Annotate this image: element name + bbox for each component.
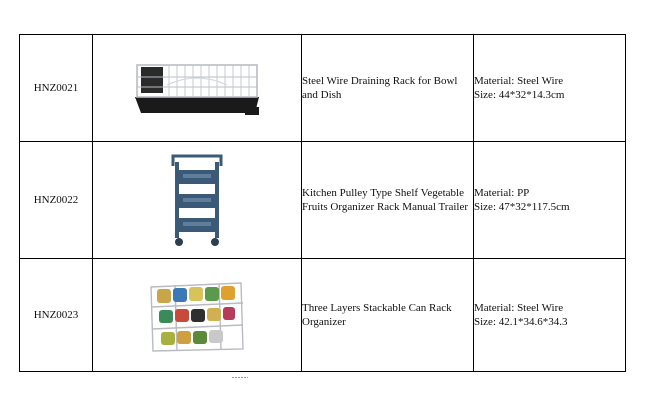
scan-artifact-mark (232, 376, 248, 379)
product-code-cell: HNZ0023 (20, 259, 93, 372)
product-image-cell (93, 142, 302, 259)
can-rack-image (145, 275, 249, 355)
material-text: Material: Steel Wire (474, 75, 564, 87)
size-text: Size: 47*32*117.5cm (474, 201, 570, 213)
size-text: Size: 42.1*34.6*34.3 (474, 316, 568, 328)
product-name-line: Organizer (302, 316, 346, 328)
product-name-line: Fruits Organizer Rack Manual Trailer (302, 201, 468, 213)
rolling-cart-rack-image (167, 152, 227, 248)
product-code-cell: HNZ0021 (20, 35, 93, 142)
product-image-cell (93, 259, 302, 372)
product-image-cell (93, 35, 302, 142)
table-row (20, 35, 626, 142)
product-spec-cell (474, 35, 626, 142)
product-table (19, 34, 626, 372)
product-name-line: Three Layers Stackable Can Rack (302, 302, 452, 314)
table-row (20, 259, 626, 372)
product-name-line: Kitchen Pulley Type Shelf Vegetable (302, 187, 464, 199)
product-spec-cell (474, 259, 626, 372)
product-name-line: Steel Wire Draining Rack for Bowl (302, 75, 458, 87)
steel-wire-dish-rack-image (127, 57, 267, 119)
product-code-cell: HNZ0022 (20, 142, 93, 259)
table-row (20, 142, 626, 259)
product-name-cell (302, 35, 474, 142)
product-name-cell (302, 259, 474, 372)
material-text: Material: Steel Wire (474, 302, 564, 314)
size-text: Size: 44*32*14.3cm (474, 89, 565, 101)
material-text: Material: PP (474, 187, 530, 199)
product-name-line: and Dish (302, 89, 342, 101)
product-spec-cell (474, 142, 626, 259)
product-name-cell (302, 142, 474, 259)
